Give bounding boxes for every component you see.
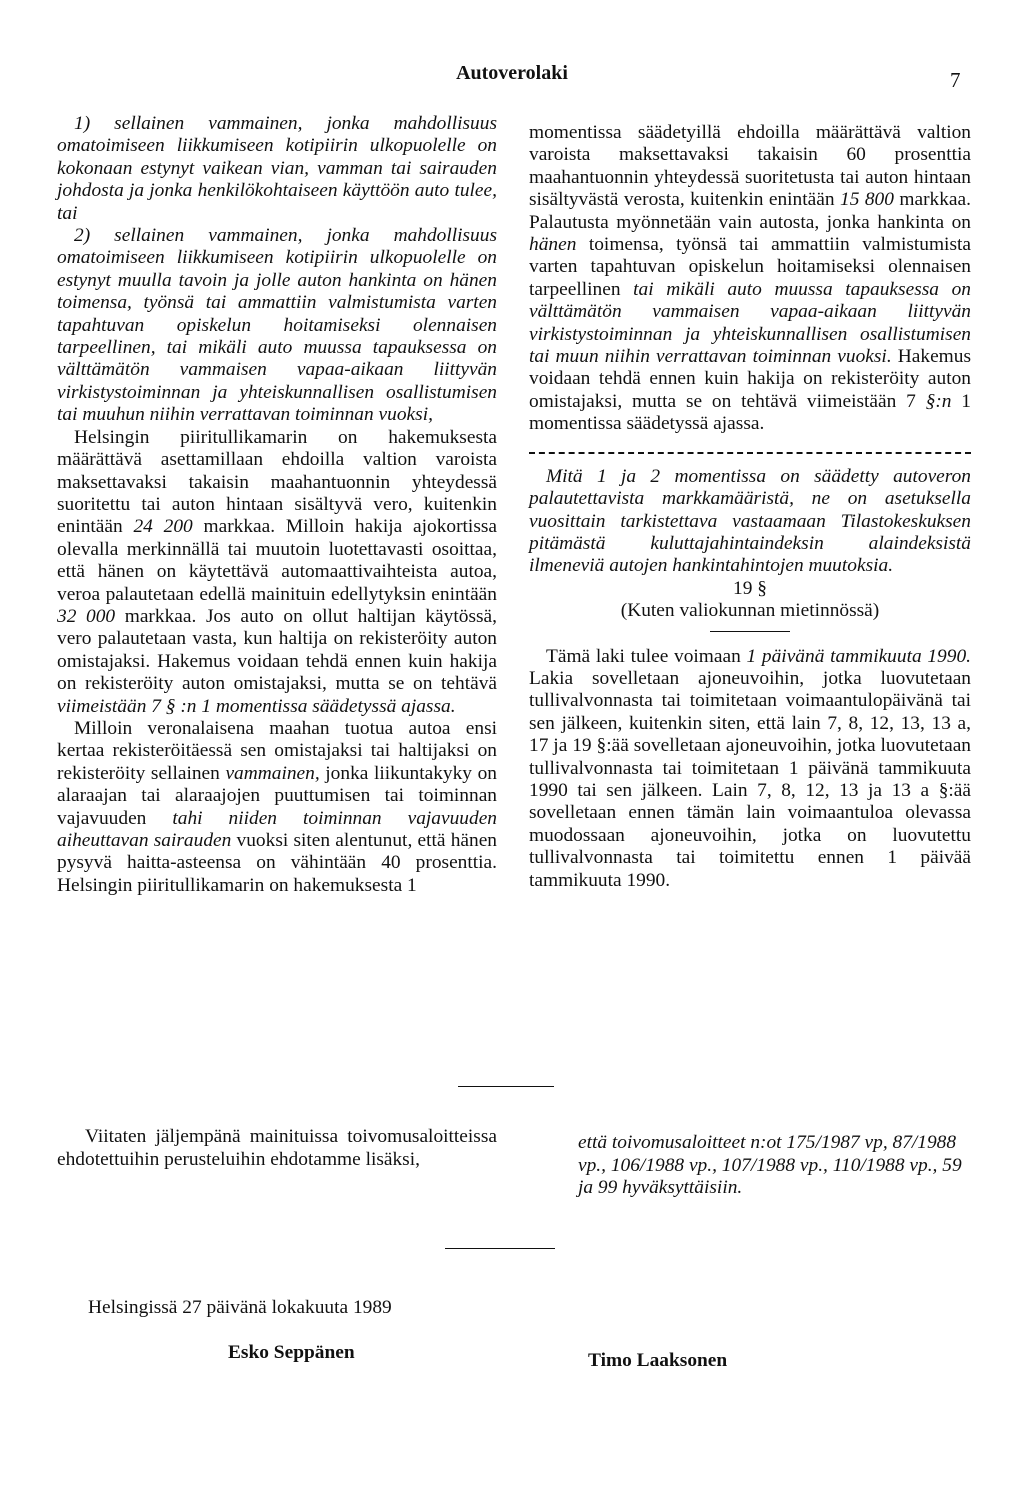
paragraph-text: jonka liikuntakyky on alaraajan tai alaraajojen puuttumisen tai toiminnan vajavuuden — [57, 762, 497, 829]
paragraph-text: Helsingin piiritullikamarin on hakemuksesta määrättävä asettamillaan ehdoilla valtion varoista maksettavaksi takaisin maahantuonnin yhteydessä suoritettu tai auton hintaan sisältyvä vero, kuitenkin enintään — [57, 426, 497, 538]
page-number: 7 — [950, 68, 961, 92]
amount: 15 800 — [840, 189, 894, 211]
list-item-1-text: 1) sellainen vammainen, jonka mahdollisuus omatoimiseen liikkumiseen kotipiirin ulkopuolelle on kokonaan estynyt vaikean vian, vamman tai sairauden johdosta ja jonka henkilökohtaiseen käyttöön auto tulee, tai — [57, 113, 497, 224]
italic-text: tahi niiden toiminnan vajavuuden aiheuttavan sairauden — [57, 807, 497, 851]
entry-into-force-paragraph — [529, 646, 971, 892]
closing-left-text: Viitaten jäljempänä mainituissa toivomusaloitteissa ehdotettuihin perusteluihin ehdotamme lisäksi, — [57, 1126, 497, 1170]
paragraph-text: Milloin veronalaisena maahan tuotua autoa ensi kertaa rekisteröitäessä sen omistajaksi tai haltijaksi on rekisteröity sellainen — [57, 717, 497, 784]
closing-right: että toivomusaloitteet n:ot 175/1987 vp, 87/1988 vp., 106/1988 vp., 107/1988 vp., 110/1988 vp., 59 ja 99 hyväksyttäisiin. — [578, 1132, 962, 1199]
section-number: 19 § — [733, 577, 767, 599]
paragraph-text: 1 momentissa säädetyssä ajassa. — [529, 390, 971, 435]
paragraph-text: markkaa. Milloin hakija ajokortissa olevalla merkinnällä tai muutoin luotettavasti osoittaa, että hänen on käytettävä automaattivaihteista autoa, veroa palautetaan edellä mainituin edellytyksin enintään — [57, 516, 498, 605]
italic-text: §:n — [925, 390, 952, 412]
paragraph-text: markkaa. Jos auto on ollut haltijan käytössä, vero palautetaan vasta, kun haltija on rekisteröity auton omistajaksi. Hakemus voidaan tehdä ennen kuin hakija on rekisteröity auton omistajaksi, mutta se on tehtävä — [57, 605, 497, 695]
list-item-2-text: 2) sellainen vammainen, jonka mahdollisuus omatoimiseen liikkumiseen kotipiirin ulkopuolelle on estynyt muulla tavoin ja jolle auton hankinta on hänen toimensa, työnsä tai ammattiin valmistumista varten tapahtuvan opiskelun hoitamiseksi olennaisen tarpeellinen, tai mikäli auto muussa tapauksessa on välttämätön vammaisen vapaa-aikaan liittyvän virkistystoiminnan ja yhteiskunnallisen osallistumisen tai muuhun niihin verrattavan toiminnan vuoksi, — [57, 225, 497, 426]
paragraph-refund-1 — [57, 427, 497, 718]
amount: 24 200 — [133, 516, 193, 538]
header-title: Autoverolaki — [456, 62, 568, 84]
list-item-1 — [57, 113, 497, 225]
left-column — [57, 113, 497, 897]
divider-rule — [445, 1248, 555, 1249]
paragraph-text: Lakia sovelletaan ajoneuvoihin, jotka luovutetaan tullivalvonnasta tai toimitetaan voimaantulopäivänä tai sen jälkeen, kuitenkin siten, että lain 7, 8, 12, 13, 13 a, 17 ja 19 §:ää sovelletaan ajoneuvoihin, jotka luovutetaan tullivalvonnasta tai toimitetaan 1 päivänä tammikuuta 1990 tai sen jälkeen. Lain 7, 8, 12, 13 ja 13 a §:ää sovelletaan ennen tämän lain voimaantuloa olevassa muodossaan ajoneuvoihin, jotka on luovutettu tullivalvonnasta tai toimitettu ennen 1 päivää tammikuuta 1990. — [529, 667, 971, 891]
list-item-2 — [57, 225, 497, 427]
italic-text: vammainen, — [225, 762, 320, 784]
signature-2: Timo Laaksonen — [588, 1350, 728, 1371]
italic-text: viimeistään 7 § :n 1 momentissa säädetyssä ajassa. — [57, 695, 456, 717]
italic-text: hänen — [529, 234, 577, 256]
paragraph-text: vuoksi siten alentunut, että hänen pysyvä haitta-asteensa on vähintään 40 prosenttia. Helsingin piiritullikamarin on hakemuksesta 1 — [57, 830, 497, 896]
paragraph-continued — [529, 122, 971, 436]
paragraph-text: toimensa, työnsä tai ammattiin valmistumista varten tapahtuvan opiskelun hoitamiseksi olennaisen tarpeellinen — [529, 234, 971, 300]
italic-text: 1 päivänä tammikuuta 1990. — [746, 645, 971, 667]
italic-paragraph — [529, 466, 971, 578]
divider-rule — [458, 1086, 554, 1087]
amount: 32 000 — [57, 605, 116, 627]
paragraph-text: Hakemus voidaan tehdä ennen kuin hakija on rekisteröity auton omistajaksi, mutta se on tehtävä viimeistään 7 — [529, 346, 971, 412]
section-note: (Kuten valiokunnan mietinnössä) — [620, 600, 880, 622]
signature-1: Esko Seppänen — [228, 1342, 355, 1363]
paragraph-text: markkaa. Palautusta myönnetään vain autosta, jonka hankinta on — [529, 189, 971, 233]
section-divider — [710, 631, 790, 632]
dashed-divider — [529, 452, 971, 454]
closing-left — [57, 1126, 497, 1171]
paragraph-text: Tämä laki tulee voimaan — [546, 645, 747, 667]
right-column — [529, 122, 971, 892]
italic-text: tai mikäli auto muussa tapauksessa on välttämätön vammaisen vapaa-aikaan liittyvän virkistystoiminnan ja yhteiskunnallisen osallistumisen tai muun niihin verrattavan toiminnan vuoksi. — [529, 278, 971, 368]
paragraph-text: momentissa säädetyillä ehdoilla määrättävä valtion varoista maksettavaksi takaisin 60 prosenttia maahantuonnin yhteydessä suoritetusta tai auton hintaan sisältyvästä verosta, kuitenkin enintään — [529, 122, 971, 211]
paragraph-refund-2 — [57, 718, 497, 897]
date-line: Helsingissä 27 päivänä lokakuuta 1989 — [88, 1297, 392, 1318]
italic-paragraph-text: Mitä 1 ja 2 momentissa on säädetty autoveron palautettavista markkamääristä, ne on asetuksella vuosittain tarkistettava vastaamaan Tilastokeskuksen pitämästä kuluttajahintaindeksin alaindeksistä ilmeneviä autojen hankintahintojen muutoksia. — [529, 465, 971, 577]
